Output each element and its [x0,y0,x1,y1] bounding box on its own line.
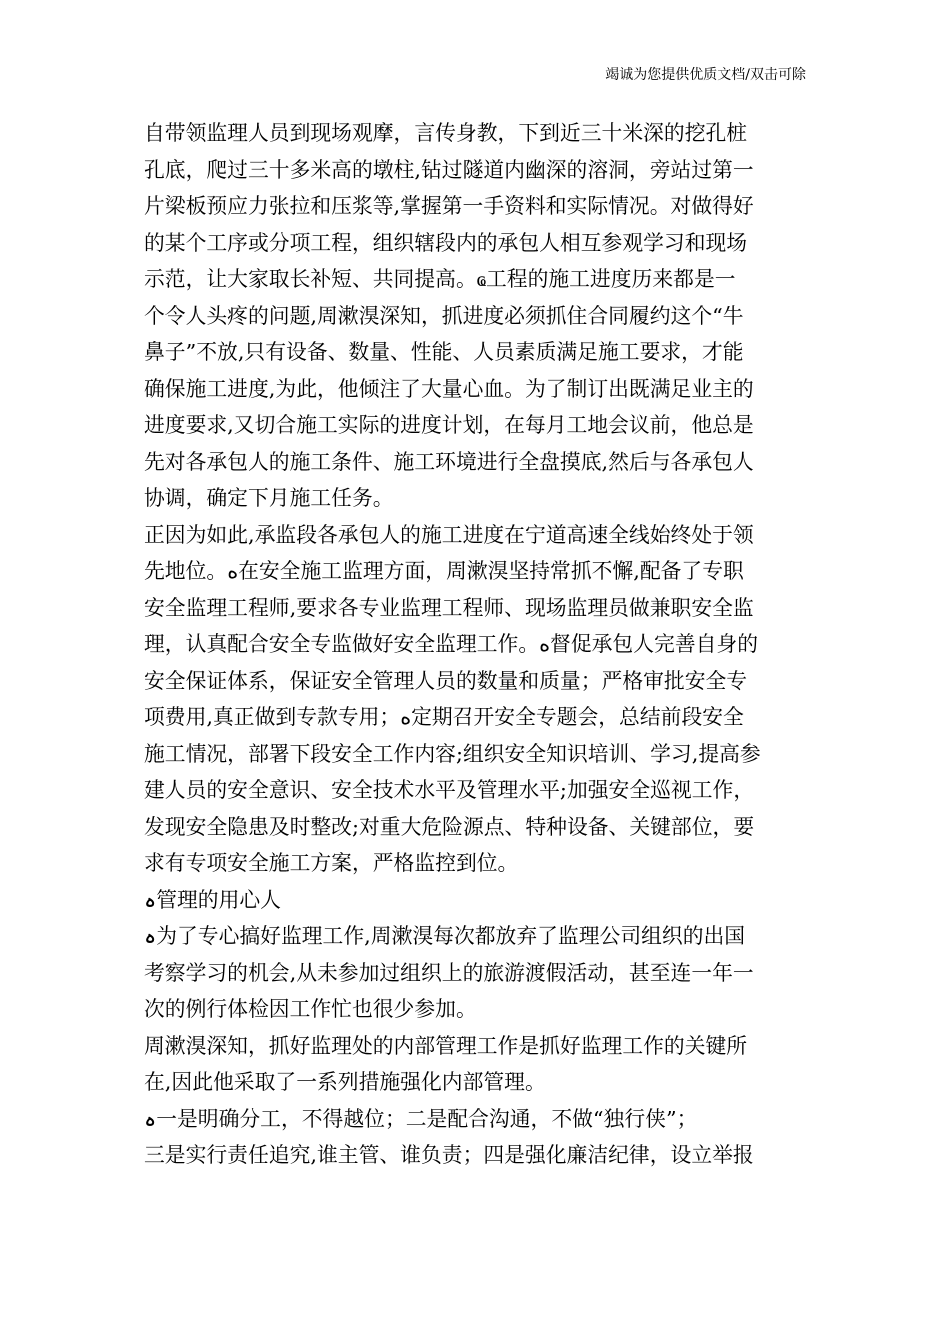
text-line: 周漱湨深知，抓好监理处的内部管理工作是抓好监理工作的关键所 [144,1033,748,1058]
text-line: ہ一是明确分工，不得越位；二是配合沟通，不做“独行侠”； [144,1106,698,1131]
text-line: 求有专项安全施工方案，严格监控到位。 [144,851,519,875]
text-line: 先对各承包人的施工条件、施工环境进行全盘摸底,然后与各承包人 [144,449,754,474]
text-line: 建人员的安全意识、安全技术水平及管理水平;加强安全巡视工作， [144,778,755,802]
text-line: 的某个工序或分项工程，组织辖段内的承包人相互参观学习和现场 [144,230,748,255]
text-line: 三是实行责任追究,谁主管、谁负责；四是强化廉洁纪律，设立举报 [144,1143,754,1167]
document-body [144,115,812,1174]
text-line: 正因为如此,承监段各承包人的施工进度在宁道高速全线始终处于领 [144,522,754,547]
text-line: 协调，确定下月施工任务。 [144,486,394,510]
text-line: 先地位。ه在安全施工监理方面，周漱湨坚持常抓不懈,配备了专职 [144,559,744,583]
text-line: 项费用,真正做到专款专用；ه定期召开安全专题会，总结前段安全 [144,705,744,729]
text-line: 片梁板预应力张拉和压浆等,掌握第一手资料和实际情况。对做得好 [144,194,754,218]
page-header: 竭诚为您提供优质文档/双击可除 [605,67,806,83]
text-line: 施工情况，部署下段安全工作内容;组织安全知识培训、学习,提高参 [144,741,761,766]
text-line: 进度要求,又切合施工实际的进度计划，在每月工地会议前，他总是 [144,413,754,437]
text-line: 示范，让大家取长补短、共同提高。ҩ工程的施工进度历来都是一 [144,267,736,291]
text-line: 考察学习的机会,从未参加过组织上的旅游渡假活动，甚至连一年一 [144,960,754,985]
text-line: ہ为了专心搞好监理工作,周漱湨每次都放弃了监理公司组织的出国 [144,924,746,948]
text-line: 安全监理工程师,要求各专业监理工程师、现场监理员做兼职安全监 [144,595,754,620]
text-line: 安全保证体系，保证安全管理人员的数量和质量；严格审批安全专 [144,668,748,693]
text-line: 在,因此他采取了一系列措施强化内部管理。 [144,1070,546,1094]
text-line: 理，认真配合安全专监做好安全监理工作。ه督促承包人完善自身的 [144,632,759,656]
text-line: 自带领监理人员到现场观摩，言传身教，下到近三十米深的挖孔桩 [144,121,748,145]
text-line: 确保施工进度,为此，他倾注了大量心血。为了制订出既满足业主的 [144,376,754,401]
text-line: 发现安全隐患及时整改;对重大危险源点、特种设备、关键部位，要 [144,814,755,839]
text-line: 鼻子”不放,只有设备、数量、性能、人员素质满足施工要求，才能 [144,340,744,364]
section-heading: ہ管理的用心人 [144,887,281,912]
text-line: 次的例行体检因工作忙也很少参加。 [144,997,477,1021]
text-line: 个令人头疼的问题,周漱湨深知，抓进度必须抓住合同履约这个“牛 [144,303,744,328]
text-line: 孔底，爬过三十多米高的墩柱,钻过隧道内幽深的溶洞，旁站过第一 [144,157,754,182]
